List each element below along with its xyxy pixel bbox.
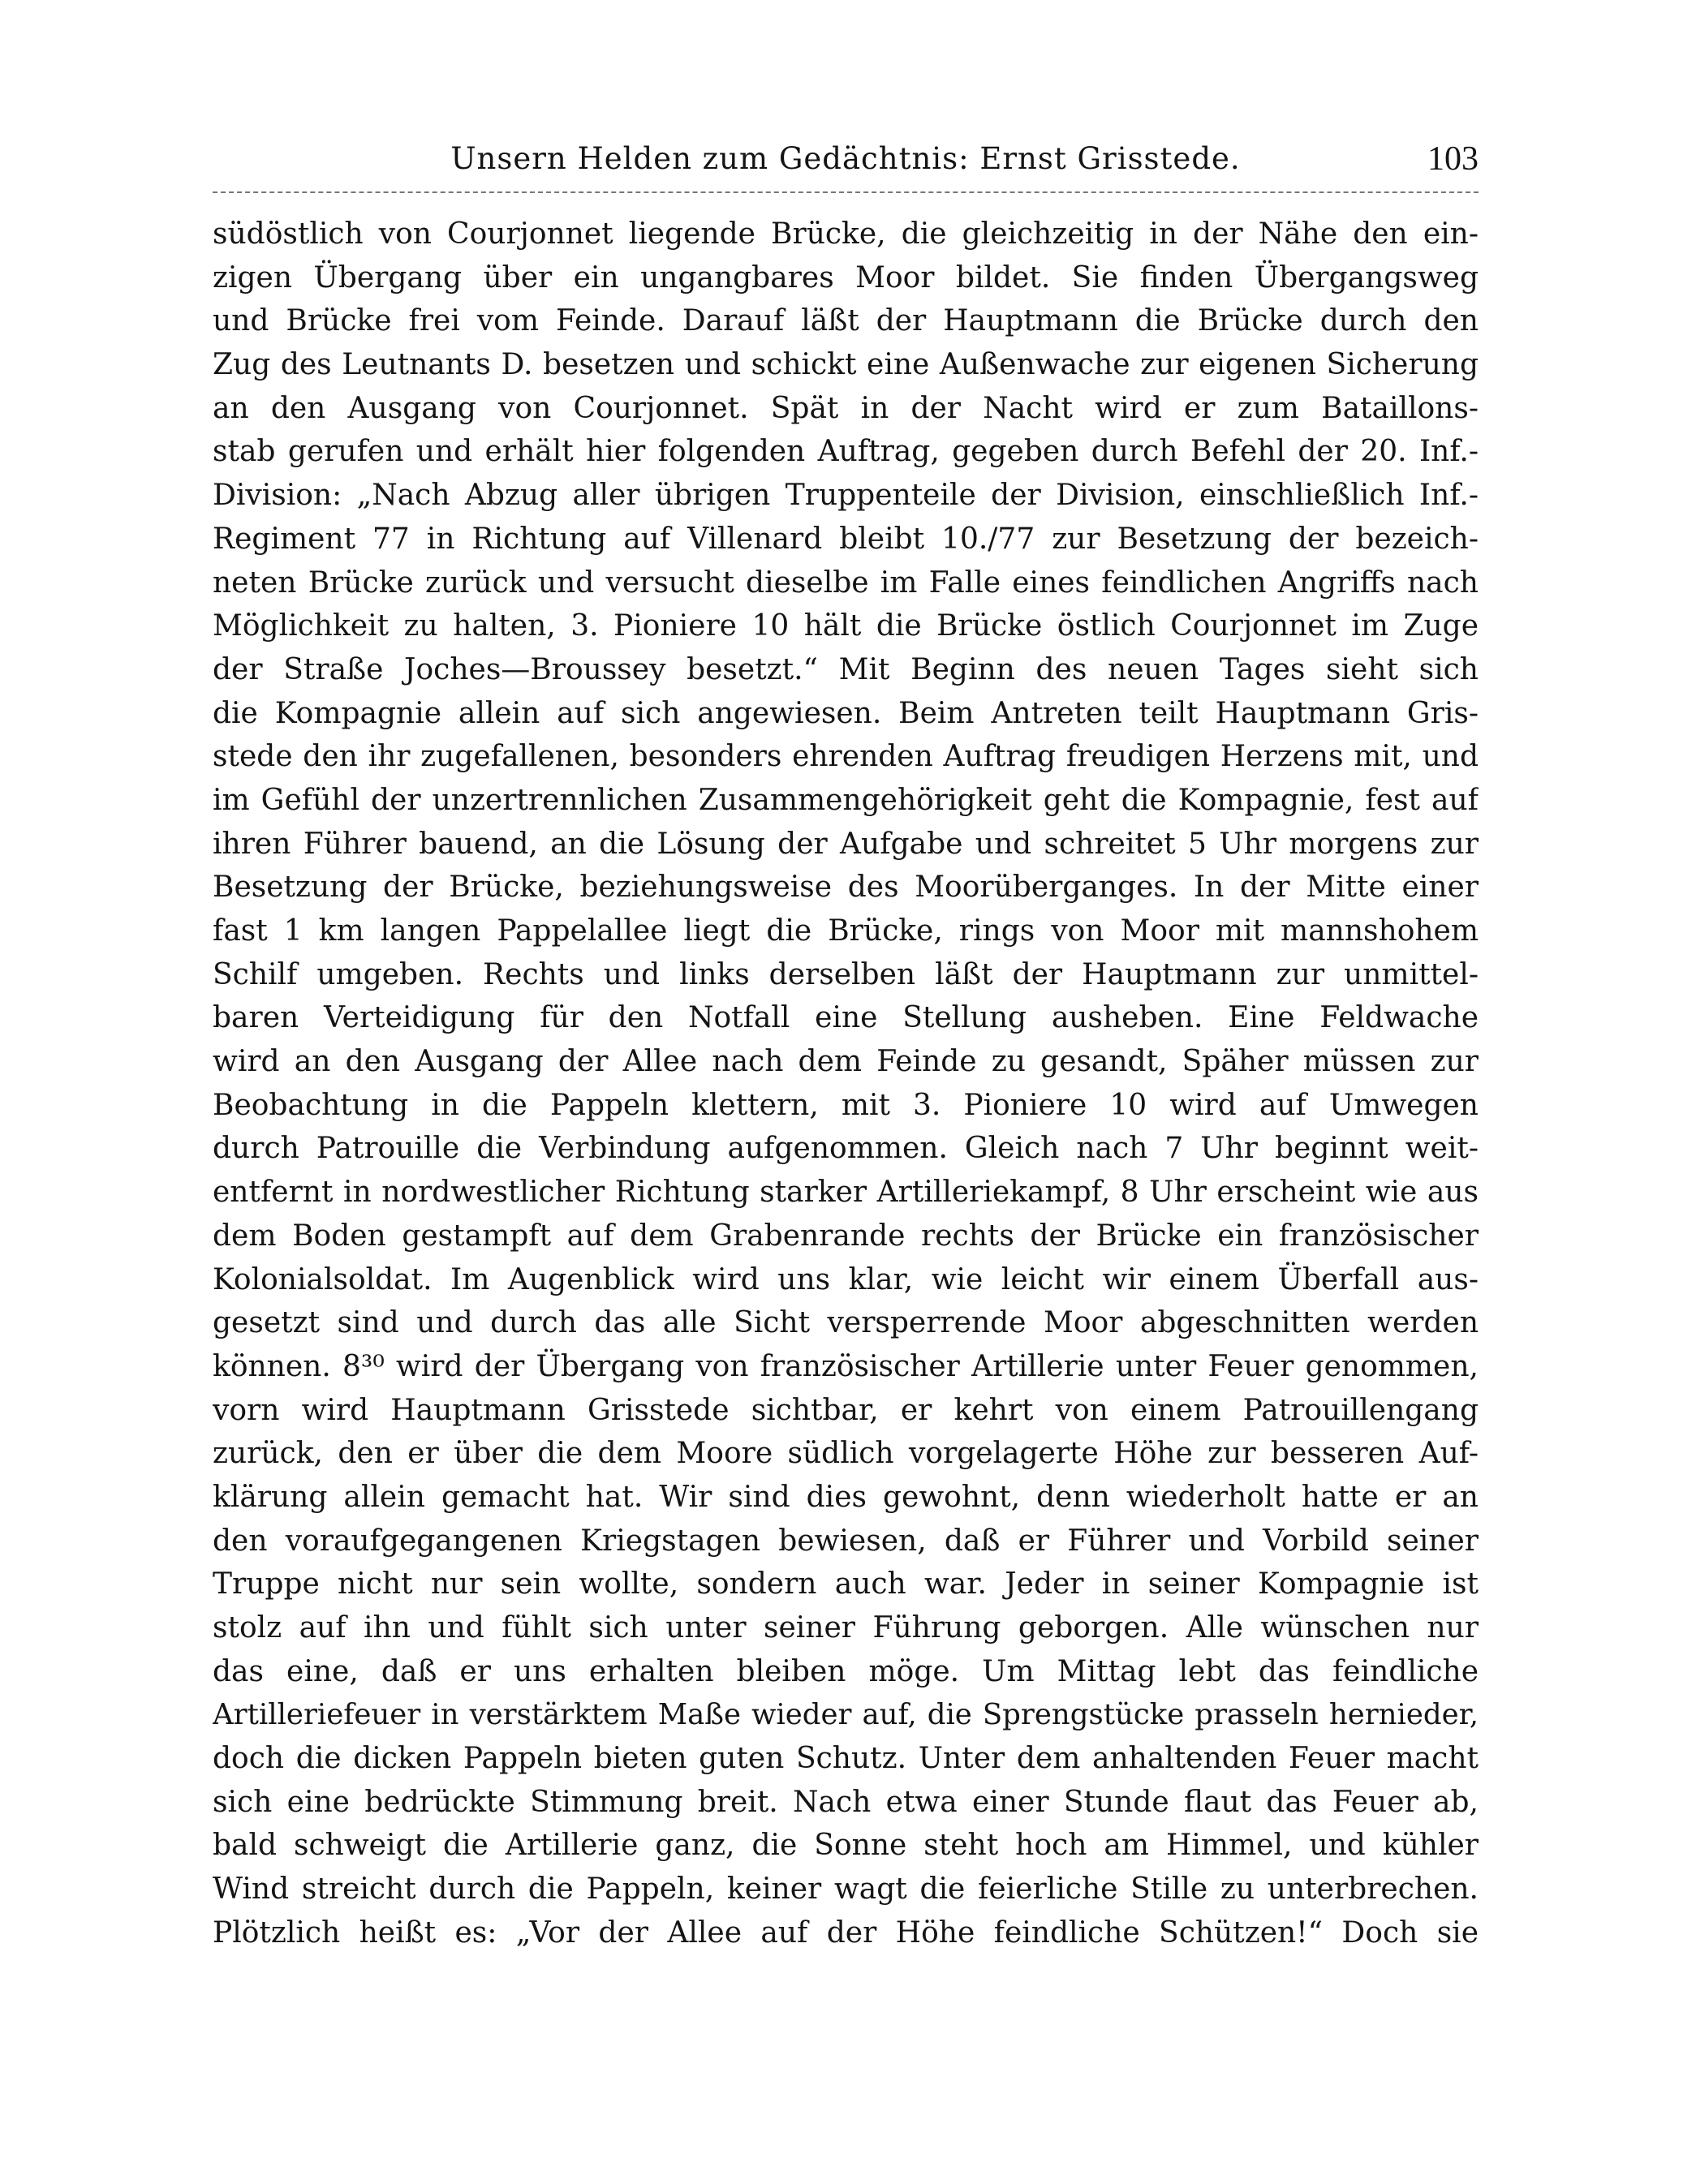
text-line: Beobachtung in die Pappeln klettern, mit 3. Pioniere 10 wird auf Umwegen <box>213 1088 1479 1122</box>
text-line: sich eine bedrückte Stimmung breit. Nach etwa einer Stunde flaut das Feuer ab, <box>213 1785 1479 1819</box>
text-line: Wind streicht durch die Pappeln, keiner wagt die feierliche Stille zu unterbrechen. <box>213 1872 1479 1907</box>
text-line: dem Boden gestampft auf dem Grabenrande rechts der Brücke ein französischer <box>213 1219 1479 1253</box>
text-line: klärung allein gemacht hat. Wir sind dies gewohnt, denn wiederholt hatte er an <box>213 1480 1479 1514</box>
text-line: Besetzung der Brücke, beziehungsweise des Moorüberganges. In der Mitte einer <box>213 871 1479 905</box>
text-line: Zug des Leutnants D. besetzen und schickt eine Außenwache zur eigenen Sicherung <box>213 348 1479 382</box>
text-line: Kolonialsoldat. Im Augenblick wird uns klar, wie leicht wir einem Überfall aus- <box>213 1262 1479 1296</box>
running-head-title: Unsern Helden zum Gedächtnis: Ernst Grisstede. <box>450 141 1241 176</box>
text-line: die Kompagnie allein auf sich angewiesen. Beim Antreten teilt Hauptmann Gris- <box>213 696 1479 730</box>
text-line: entfernt in nordwestlicher Richtung starker Artilleriekampf, 8 Uhr erscheint wie aus <box>213 1176 1479 1210</box>
text-line: Regiment 77 in Richtung auf Villenard bleibt 10./77 zur Besetzung der bezeich- <box>213 522 1479 556</box>
text-line: zigen Übergang über ein ungangbares Moor bildet. Sie finden Übergangsweg <box>213 260 1479 294</box>
text-line: Truppe nicht nur sein wollte, sondern auch war. Jeder in seiner Kompagnie ist <box>213 1567 1479 1601</box>
text-line: Möglichkeit zu halten, 3. Pioniere 10 hält die Brücke östlich Courjonnet im Zuge <box>213 609 1479 643</box>
text-line: der Straße Joches—Broussey besetzt.“ Mit Beginn des neuen Tages sieht sich <box>213 652 1479 686</box>
text-line: stab gerufen und erhält hier folgenden Auftrag, gegeben durch Befehl der 20. Inf.- <box>213 435 1479 469</box>
text-line: wird an den Ausgang der Allee nach dem Feinde zu gesandt, Späher müssen zur <box>213 1045 1479 1079</box>
text-line: gesetzt sind und durch das alle Sicht versperrende Moor abgeschnitten werden <box>213 1306 1479 1340</box>
running-head <box>213 136 1479 193</box>
header-rule <box>213 191 1479 193</box>
text-line: ihren Führer bauend, an die Lösung der Aufgabe und schreitet 5 Uhr morgens zur <box>213 827 1479 861</box>
text-line: fast 1 km langen Pappelallee liegt die Brücke, rings von Moor mit mannshohem <box>213 914 1479 948</box>
text-line: südöstlich von Courjonnet liegende Brücke, die gleichzeitig in der Nähe den ein- <box>213 217 1479 251</box>
body-text <box>213 213 1479 1955</box>
text-line: vorn wird Hauptmann Grisstede sichtbar, er kehrt von einem Patrouillengang <box>213 1393 1479 1427</box>
text-line: Plötzlich heißt es: „Vor der Allee auf der Höhe feindliche Schützen!“ Doch sie <box>213 1915 1479 1950</box>
text-line: doch die dicken Pappeln bieten guten Schutz. Unter dem anhaltenden Feuer macht <box>213 1742 1479 1776</box>
page-number: 103 <box>1427 140 1479 178</box>
text-line: Division: „Nach Abzug aller übrigen Truppenteile der Division, einschließlich Inf.- <box>213 479 1479 513</box>
text-line: den voraufgegangenen Kriegstagen bewiesen, daß er Führer und Vorbild seiner <box>213 1524 1479 1558</box>
text-line: das eine, daß er uns erhalten bleiben möge. Um Mittag lebt das feindliche <box>213 1654 1479 1688</box>
text-line: bald schweigt die Artillerie ganz, die Sonne steht hoch am Himmel, und kühler <box>213 1829 1479 1863</box>
text-line: an den Ausgang von Courjonnet. Spät in der Nacht wird er zum Bataillons- <box>213 391 1479 425</box>
text-line: baren Verteidigung für den Notfall eine Stellung ausheben. Eine Feldwache <box>213 1001 1479 1035</box>
text-line: Schilf umgeben. Rechts und links derselben läßt der Hauptmann zur unmittel- <box>213 957 1479 991</box>
text-line: durch Patrouille die Verbindung aufgenommen. Gleich nach 7 Uhr beginnt weit- <box>213 1132 1479 1166</box>
text-line: können. 8³⁰ wird der Übergang von französischer Artillerie unter Feuer genommen, <box>213 1349 1479 1383</box>
text-line: und Brücke frei vom Feinde. Darauf läßt der Hauptmann die Brücke durch den <box>213 304 1479 338</box>
text-line: Artilleriefeuer in verstärktem Maße wieder auf, die Sprengstücke prasseln hernieder, <box>213 1698 1479 1732</box>
text-line: im Gefühl der unzertrennlichen Zusammengehörigkeit geht die Kompagnie, fest auf <box>213 783 1479 817</box>
text-line: zurück, den er über die dem Moore südlich vorgelagerte Höhe zur besseren Auf- <box>213 1437 1479 1471</box>
text-line: stede den ihr zugefallenen, besonders ehrenden Auftrag freudigen Herzens mit, und <box>213 740 1479 774</box>
text-line: stolz auf ihn und fühlt sich unter seiner Führung geborgen. Alle wünschen nur <box>213 1611 1479 1644</box>
text-line: neten Brücke zurück und versucht dieselbe im Falle eines feindlichen Angriffs nach <box>213 565 1479 600</box>
